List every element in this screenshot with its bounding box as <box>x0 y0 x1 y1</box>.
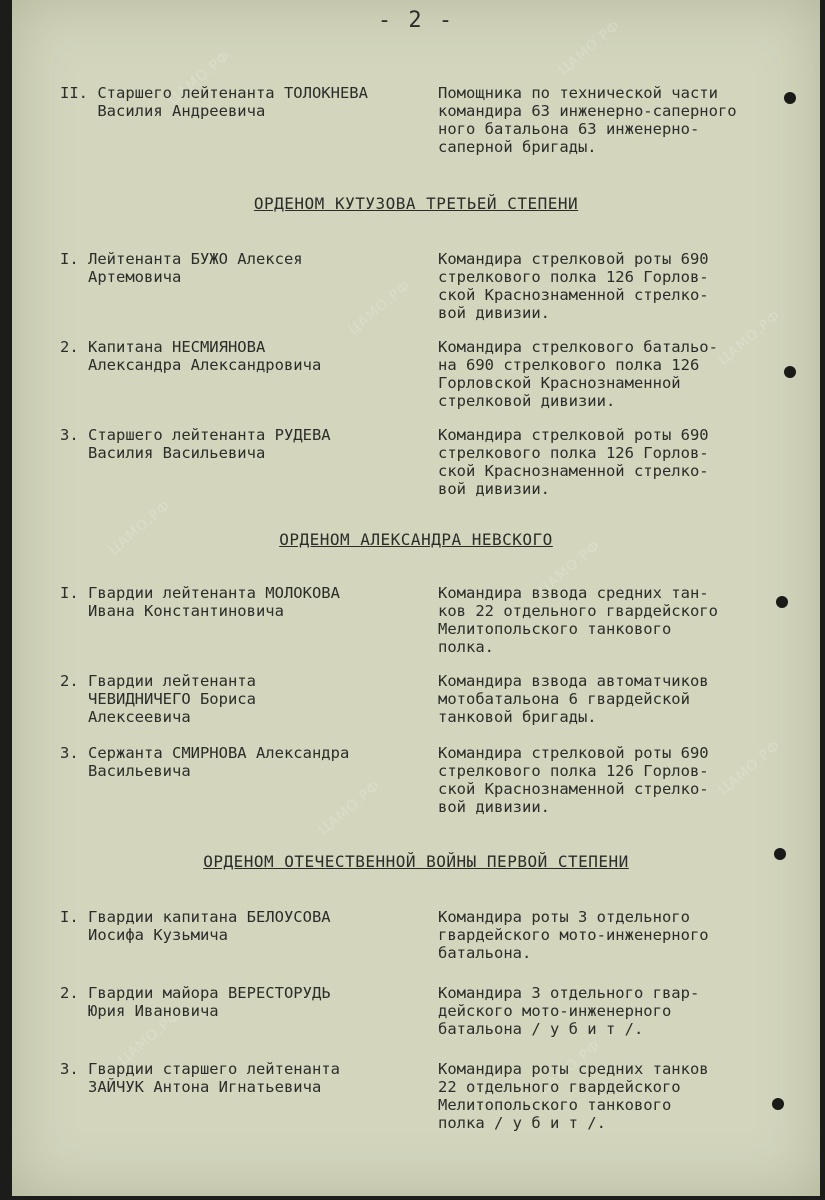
award-recipient-position: Командира стрелкового батальо- на 690 стрелкового полка 126 Горловской Краснознаменной стрелковой дивизии. <box>438 338 718 410</box>
punch-hole <box>784 92 796 104</box>
award-recipient-position: Командира стрелковой роты 690 стрелкового полка 126 Горлов- ской Краснознаменной стрелко- вой дивизии. <box>438 250 709 322</box>
punch-hole <box>776 596 788 608</box>
watermark: ЦАМО.РФ <box>715 307 784 369</box>
award-recipient-name: 2. Гвардии лейтенанта ЧЕВИДНИЧЕГО Бориса Алексеевича <box>60 672 256 726</box>
award-recipient-name: 3. Старшего лейтенанта РУДЕВА Василия Васильевича <box>60 426 331 462</box>
punch-hole <box>774 848 786 860</box>
award-recipient-name: 2. Гвардии майора ВЕРЕСТОРУДЬ Юрия Ивановича <box>60 984 331 1020</box>
award-recipient-position: Командира стрелковой роты 690 стрелкового полка 126 Горлов- ской Краснознаменной стрелко- вой дивизии. <box>438 744 709 816</box>
award-recipient-position: Помощника по технической части командира 63 инженерно-саперного ного батальона 63 инженерно- саперной бригады. <box>438 84 737 156</box>
section-heading: ОРДЕНОМ ОТЕЧЕСТВЕННОЙ ВОЙНЫ ПЕРВОЙ СТЕПЕНИ <box>203 852 629 871</box>
award-recipient-name: 2. Капитана НЕСМИЯНОВА Александра Александровича <box>60 338 322 374</box>
award-recipient-position: Командира взвода автоматчиков мотобатальона 6 гвардейской танковой бригады. <box>438 672 709 726</box>
award-recipient-name: I. Гвардии лейтенанта МОЛОКОВА Ивана Константиновича <box>60 584 340 620</box>
section-heading: ОРДЕНОМ АЛЕКСАНДРА НЕВСКОГО <box>279 530 553 549</box>
watermark: ЦАМО.РФ <box>345 277 414 339</box>
watermark: ЦАМО.РФ <box>165 47 234 109</box>
award-recipient-position: Командира 3 отдельного гвар- дейского мото-инженерного батальона / у б и т /. <box>438 984 700 1038</box>
watermark: ЦАМО.РФ <box>555 17 624 79</box>
page-number: - 2 - <box>377 8 455 33</box>
punch-hole <box>772 1098 784 1110</box>
award-recipient-position: Командира роты 3 отдельного гвардейского мото-инженерного батальона. <box>438 908 709 962</box>
award-recipient-name: II. Старшего лейтенанта ТОЛОКНЕВА Василия Андреевича <box>60 84 368 120</box>
document-page <box>12 0 820 1196</box>
watermark: ЦАМО.РФ <box>115 1007 184 1069</box>
award-recipient-name: I. Лейтенанта БУЖО Алексея Артемовича <box>60 250 303 286</box>
watermark: ЦАМО.РФ <box>315 777 384 839</box>
watermark: ЦАМО.РФ <box>715 737 784 799</box>
section-heading: ОРДЕНОМ КУТУЗОВА ТРЕТЬЕЙ СТЕПЕНИ <box>253 194 579 213</box>
award-recipient-position: Командира стрелковой роты 690 стрелкового полка 126 Горлов- ской Краснознаменной стрелко- вой дивизии. <box>438 426 709 498</box>
award-recipient-position: Командира взвода средних тан- ков 22 отдельного гвардейского Мелитопольского танкового полка. <box>438 584 718 656</box>
award-recipient-name: I. Гвардии капитана БЕЛОУСОВА Иосифа Кузьмича <box>60 908 331 944</box>
punch-hole <box>784 366 796 378</box>
watermark: ЦАМО.РФ <box>535 1037 604 1099</box>
award-recipient-name: 3. Сержанта СМИРНОВА Александра Васильевича <box>60 744 350 780</box>
award-recipient-name: 3. Гвардии старшего лейтенанта ЗАЙЧУК Антона Игнатьевича <box>60 1060 340 1096</box>
award-recipient-position: Командира роты средних танков 22 отдельного гвардейского Мелитопольского танкового полка / у б и т /. <box>438 1060 709 1132</box>
watermark: ЦАМО.РФ <box>105 497 174 559</box>
watermark: ЦАМО.РФ <box>535 537 604 599</box>
